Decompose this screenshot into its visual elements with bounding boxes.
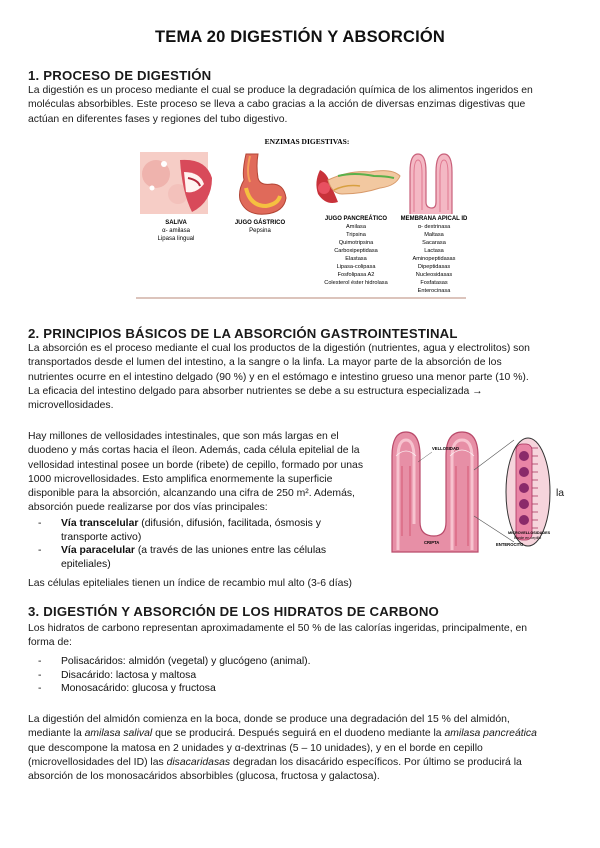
enzyme-item: Tripsina [346,232,366,238]
enzyme-item: Elastasa [345,256,367,262]
text-line: La eficacia del intestino delgado para absorber nutrientes se debe a su estructura especializada → [28,385,483,397]
text-line: vellosidad intestinal posee un borde (ribete) de cepillo, formado por unas [28,459,364,471]
enzyme-item: Fosfolipasa A2 [337,272,375,278]
list-item-bold: Vía paracelular [61,545,135,557]
pancreatic-label: JUGO PANCREÁTICO [324,216,388,222]
villus-figure [388,426,552,554]
text-line: que descompone la matosa en 2 unidades y α-dextrinas (5 – 10 unidades), y en el borde en cepillo [28,742,483,754]
list-item: - Polisacáridos: almidón (vegetal) y glucógeno (animal). [28,655,311,669]
enzyme-item: Fosfatasas [420,280,448,286]
section-2-heading: 2. PRINCIPIOS BÁSICOS DE LA ABSORCIÓN GASTROINTESTINAL [28,326,458,341]
italic-term: amilasa salival [84,728,153,740]
section-3-paragraph-1 [28,622,527,651]
saliva-label: SALIVA [165,220,187,226]
enzyme-item: Lactasa [424,248,444,254]
list-item-text: (difusión, difusión, facilitada, ósmosis y [138,518,321,529]
enzyme-item: Lipasa-colipasa [336,264,376,270]
section-1-heading: 1. PROCESO DE DIGESTIÓN [28,68,212,83]
enzyme-item: Enterocinasa [417,288,451,294]
enzyme-item: Dipeptidasas [417,264,451,270]
microvilli-label: MICROVELLOSIDADES [508,531,551,535]
apical-label: MEMBRANA APICAL ID [400,216,468,222]
enzyme-item: α- amilasa [162,228,190,234]
text-line: transportados desde el lumen del intestino, a la sangre o la linfa. La mayor parte de la absorción de los [28,357,502,369]
digestive-enzymes-figure [134,132,468,300]
section-2-paragraph-3: Las células epiteliales tienen un índice de recambio mul alto (3-6 días) [28,578,353,589]
list-item: - Disacárido: lactosa y maltosa [28,669,311,683]
list-item-continuation: transporte activo) [61,531,142,543]
section-2-paragraph-1 [28,342,530,413]
enzyme-item: Quimotripsina [338,240,374,246]
text-line: forma de: [28,637,72,649]
carbohydrate-types-list [28,655,311,696]
text-line: 1000 microvellosidades. Esto amplifica enormemente la superficie [28,473,333,485]
enzyme-item: Colesterol éster hidrolasa [324,280,388,286]
list-item-text: (a través de las uniones entre las células [134,545,327,557]
text-line: La absorción es el proceso mediante el cual los productos de la digestión (nutrientes, agua y electrolitos) son [28,343,530,354]
enzyme-item: Amilasa [346,224,366,230]
list-item: - Monosacárido: glucosa y fructosa [28,682,311,696]
section-2-paragraph-2 [28,430,363,516]
page-title: TEMA 20 DIGESTIÓN Y ABSORCIÓN [154,28,445,46]
text-line: actúan en diferentes fases y regiones del tubo digestivo. [28,113,288,125]
enzyme-item: Sacarasa [422,240,446,246]
enzyme-item: Carboxipeptidasa [334,248,378,254]
text-line: Los hidratos de carbono representan aproximadamente el 50 % de las calorías ingeridas, principalmente, en [28,623,528,634]
text-line: disponible para la absorción, alcanzando una cifra de 250 m². Además, [28,488,355,500]
enzyme-item: Lipasa lingual [157,236,195,242]
section-3-heading: 3. DIGESTIÓN Y ABSORCIÓN DE LOS HIDRATOS DE CARBONO [28,604,439,619]
enzyme-item: Pepsina [249,228,271,234]
list-item-continuation: epiteliales) [61,558,111,570]
text-line: (microvellosidades del ID) las disacaridasas degradan los disacárido específicos. Por último se producirá la [28,756,522,768]
enzyme-item: α- dextrinasa [417,224,451,230]
italic-term: disacaridasas [166,756,231,768]
text-line: La digestión del almidón comienza en la boca, donde se produce una degradación del 15 % del almidón, [28,714,510,725]
list-item [28,517,388,531]
list-item-bold: Vía transcelular [61,518,139,529]
text-line: Hay millones de vellosidades intestinales, que son más largas en el [28,431,339,442]
italic-term: amilasa pancreática [444,728,537,740]
text-line: moléculas absorbibles. Este proceso se lleva a cabo gracias a la acción de diversas enzimas digestivas que [28,99,526,111]
crypt-label: CRIPTA [424,540,440,545]
enzyme-item: Maltasa [424,232,444,238]
mouth-illustration [140,152,212,214]
section-3-paragraph-2 [28,713,537,784]
enzyme-item: Nucleosidasas [415,272,453,278]
enterocyte-label: ENTEROCITO [496,542,524,547]
text-line: absorción puede realizarse por dos vías principales: [28,502,268,514]
text-line: microvellosidades. [28,400,114,412]
enzyme-item: Aminopeptidasas [412,256,456,262]
section-1-paragraph [28,84,533,127]
text-line: duodeno y más cortas hacia el íleon. Además, cada célula epitelial de la [28,445,360,457]
gastric-label: JUGO GÁSTRICO [234,220,286,226]
text-fragment: la [556,488,565,499]
text-line: nutrientes ocurre en el intestino delgado (90 %) y en el estómago e intestino grueso una menor parte (10 %). [28,371,529,383]
villus-label: VELLOSIDAD [432,446,459,451]
absorption-routes-list [28,517,388,571]
brush-border-label: Borde en cepillo [514,536,542,540]
text-line: absorción de los monosacáridos absorbibles (glucosa, fructosa y galactosa). [28,771,380,783]
figure-title: ENZIMAS DIGESTIVAS: [264,137,350,146]
list-item [28,544,388,558]
text-line: mediante la amilasa salival que se producirá. Después seguirá en el duodeno mediante la amilasa pancreática [28,728,537,740]
text-line: La digestión es un proceso mediante el cual se produce la degradación química de los alimentos ingeridos en [28,85,533,96]
